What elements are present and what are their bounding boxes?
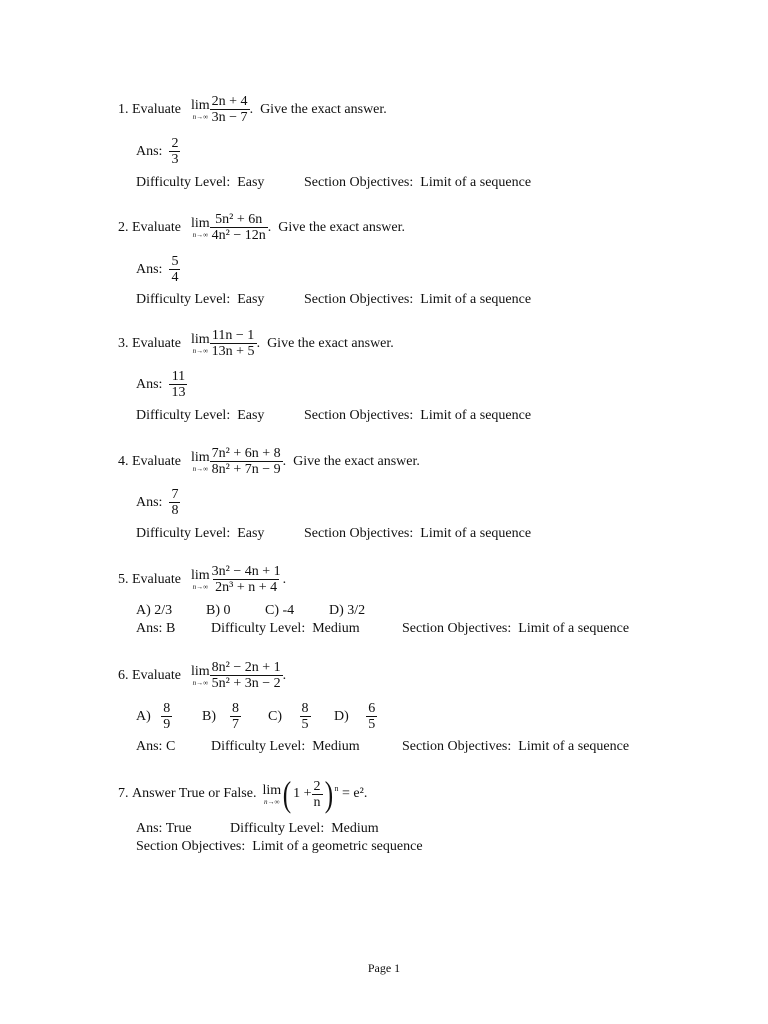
answer-fraction: $\frac{2}{3}$ [171, 136, 179, 167]
left-paren: ( [282, 774, 292, 814]
question-number: 6. [118, 667, 129, 683]
limit-fraction: $\frac{2n + 4}{3n - 7}$ [211, 94, 248, 125]
rhs: = e² [342, 786, 364, 801]
limit-operator: lim n→∞ [190, 664, 210, 687]
meta-5-objectives: Section Objectives: Limit of a sequence [402, 621, 630, 636]
meta-7-objectives: Section Objectives: Limit of a geometric sequence [136, 839, 423, 854]
answer-7: Ans: True [136, 821, 192, 836]
question-instruction: Give the exact answer. [267, 335, 394, 351]
choice-6-b: B) $\frac{8}{7}$ [202, 701, 239, 732]
limit-operator: lim n→∞ [190, 332, 210, 355]
question-instruction: Give the exact answer. [293, 453, 420, 469]
choice-fraction: $\frac{8}{5}$ [301, 701, 309, 732]
answer-fraction: $\frac{5}{4}$ [171, 254, 179, 285]
choice-5-c: C) -4 [265, 603, 295, 618]
page-number: Page 1 [367, 961, 401, 975]
answer-fraction: $\frac{11}{13}$ [171, 369, 186, 400]
question-lead: Evaluate [132, 571, 181, 587]
answer-label: Ans: [136, 494, 163, 510]
answer-6: Ans: C [136, 739, 176, 754]
question-5: 5. Evaluate lim n→∞ $\frac{\text{3n² − 4n + 1}}{\text{2n³ + n + 4}}$ . [118, 564, 287, 595]
question-lead: Evaluate [132, 667, 181, 683]
answer-label: Ans: [136, 376, 163, 392]
meta-6-difficulty: Difficulty Level: Medium [211, 739, 360, 754]
choice-6-a: A) $\frac{8}{9}$ [136, 701, 171, 732]
choice-5-a: A) 2/3 [136, 603, 173, 618]
meta-1-difficulty: Difficulty Level: Easy [136, 175, 265, 190]
meta-3-objectives: Section Objectives: Limit of a sequence [304, 408, 532, 423]
choice-fraction: $\frac{8}{9}$ [163, 701, 171, 732]
choice-6-c: C) $\frac{8}{5}$ [268, 701, 309, 732]
choice-fraction: $\frac{8}{7}$ [232, 701, 239, 732]
question-3: 3. Evaluate lim n→∞ $\frac{11n - 1}{13n + 5}$ . Give the exact answer. [118, 328, 394, 359]
limit-operator: lim n→∞ [190, 98, 210, 121]
limit-fraction: $\frac{\text{3n² − 4n + 1}}{\text{2n³ + n + 4}}$ [211, 564, 281, 595]
question-number: 3. [118, 335, 129, 351]
limit-operator: lim n→∞ [190, 568, 210, 591]
question-lead: Evaluate [132, 453, 181, 469]
answer-1 [136, 136, 180, 167]
inner-fraction: $\frac{2}{n}$ [313, 778, 321, 810]
meta-2-objectives: Section Objectives: Limit of a sequence [304, 292, 532, 307]
limit-fraction: $\frac{\text{8n² − 2n + 1}}{\text{5n² + 3n − 2}}$ [211, 660, 281, 691]
question-lead: Evaluate [132, 335, 181, 351]
limit-operator: lim n→∞ [190, 450, 210, 473]
choice-5-d: D) 3/2 [329, 603, 366, 618]
meta-2-difficulty: Difficulty Level: Easy [136, 292, 265, 307]
question-2: 2. Evaluate lim n→∞ $\frac{\text{5n² + 6n}}{\text{4n² − 12n}}$ . Give the exact answer. [118, 212, 405, 243]
question-1: 1. Evaluate lim n→∞ $\frac{2n + 4}{3n - 7}$ . Give the exact answer. [118, 94, 387, 125]
choice-5-b: B) 0 [206, 603, 231, 618]
choice-fraction: $\frac{6}{5}$ [368, 701, 376, 732]
question-instruction: Give the exact answer. [260, 101, 387, 117]
question-4: 4. Evaluate lim n→∞ $\frac{\text{7n² + 6n + 8}}{\text{8n² + 7n − 9}}$ . Give the exact answer. [118, 446, 420, 477]
question-lead: Answer True or False. [132, 786, 257, 801]
meta-7-difficulty: Difficulty Level: Medium [230, 821, 379, 836]
answer-label: Ans: [136, 143, 163, 159]
meta-4-difficulty: Difficulty Level: Easy [136, 526, 265, 541]
answer-label: Ans: [136, 261, 163, 277]
right-paren: ) [324, 774, 333, 814]
meta-1-objectives: Section Objectives: Limit of a sequence [304, 175, 532, 190]
limit-operator: lim n→∞ [262, 782, 282, 806]
question-number: 4. [118, 453, 129, 469]
meta-6-objectives: Section Objectives: Limit of a sequence [402, 739, 630, 754]
question-6: 6. Evaluate lim n→∞ $\frac{\text{8n² − 2n + 1}}{\text{5n² + 3n − 2}}$ . [118, 660, 287, 691]
choice-6-d: D) $\frac{6}{5}$ [334, 701, 376, 732]
question-7: 7. Answer True or False. lim n→∞ ( 1 + $\frac{2}{n}$ ) n = e² . [118, 774, 368, 814]
question-instruction: Give the exact answer. [278, 219, 405, 235]
limit-fraction: $\frac{\text{7n² + 6n + 8}}{\text{8n² + 7n − 9}}$ [211, 446, 281, 477]
question-number: 7. [118, 786, 129, 801]
exponent: n [334, 783, 339, 793]
one-plus: 1 + [293, 786, 312, 801]
limit-fraction: $\frac{\text{5n² + 6n}}{\text{4n² − 12n}}$ [211, 212, 266, 243]
question-number: 1. [118, 101, 129, 117]
answer-3 [136, 369, 187, 400]
answer-fraction: $\frac{7}{8}$ [171, 487, 179, 518]
answer-5: Ans: B [136, 621, 176, 636]
question-number: 2. [118, 219, 129, 235]
answer-4 [136, 487, 180, 518]
question-lead: Evaluate [132, 101, 181, 117]
limit-operator: lim n→∞ [190, 216, 210, 239]
meta-4-objectives: Section Objectives: Limit of a sequence [304, 526, 532, 541]
meta-3-difficulty: Difficulty Level: Easy [136, 408, 265, 423]
limit-fraction: $\frac{11n - 1}{13n + 5}$ [211, 328, 255, 359]
question-lead: Evaluate [132, 219, 181, 235]
meta-5-difficulty: Difficulty Level: Medium [211, 621, 360, 636]
question-number: 5. [118, 571, 129, 587]
answer-2 [136, 254, 180, 285]
